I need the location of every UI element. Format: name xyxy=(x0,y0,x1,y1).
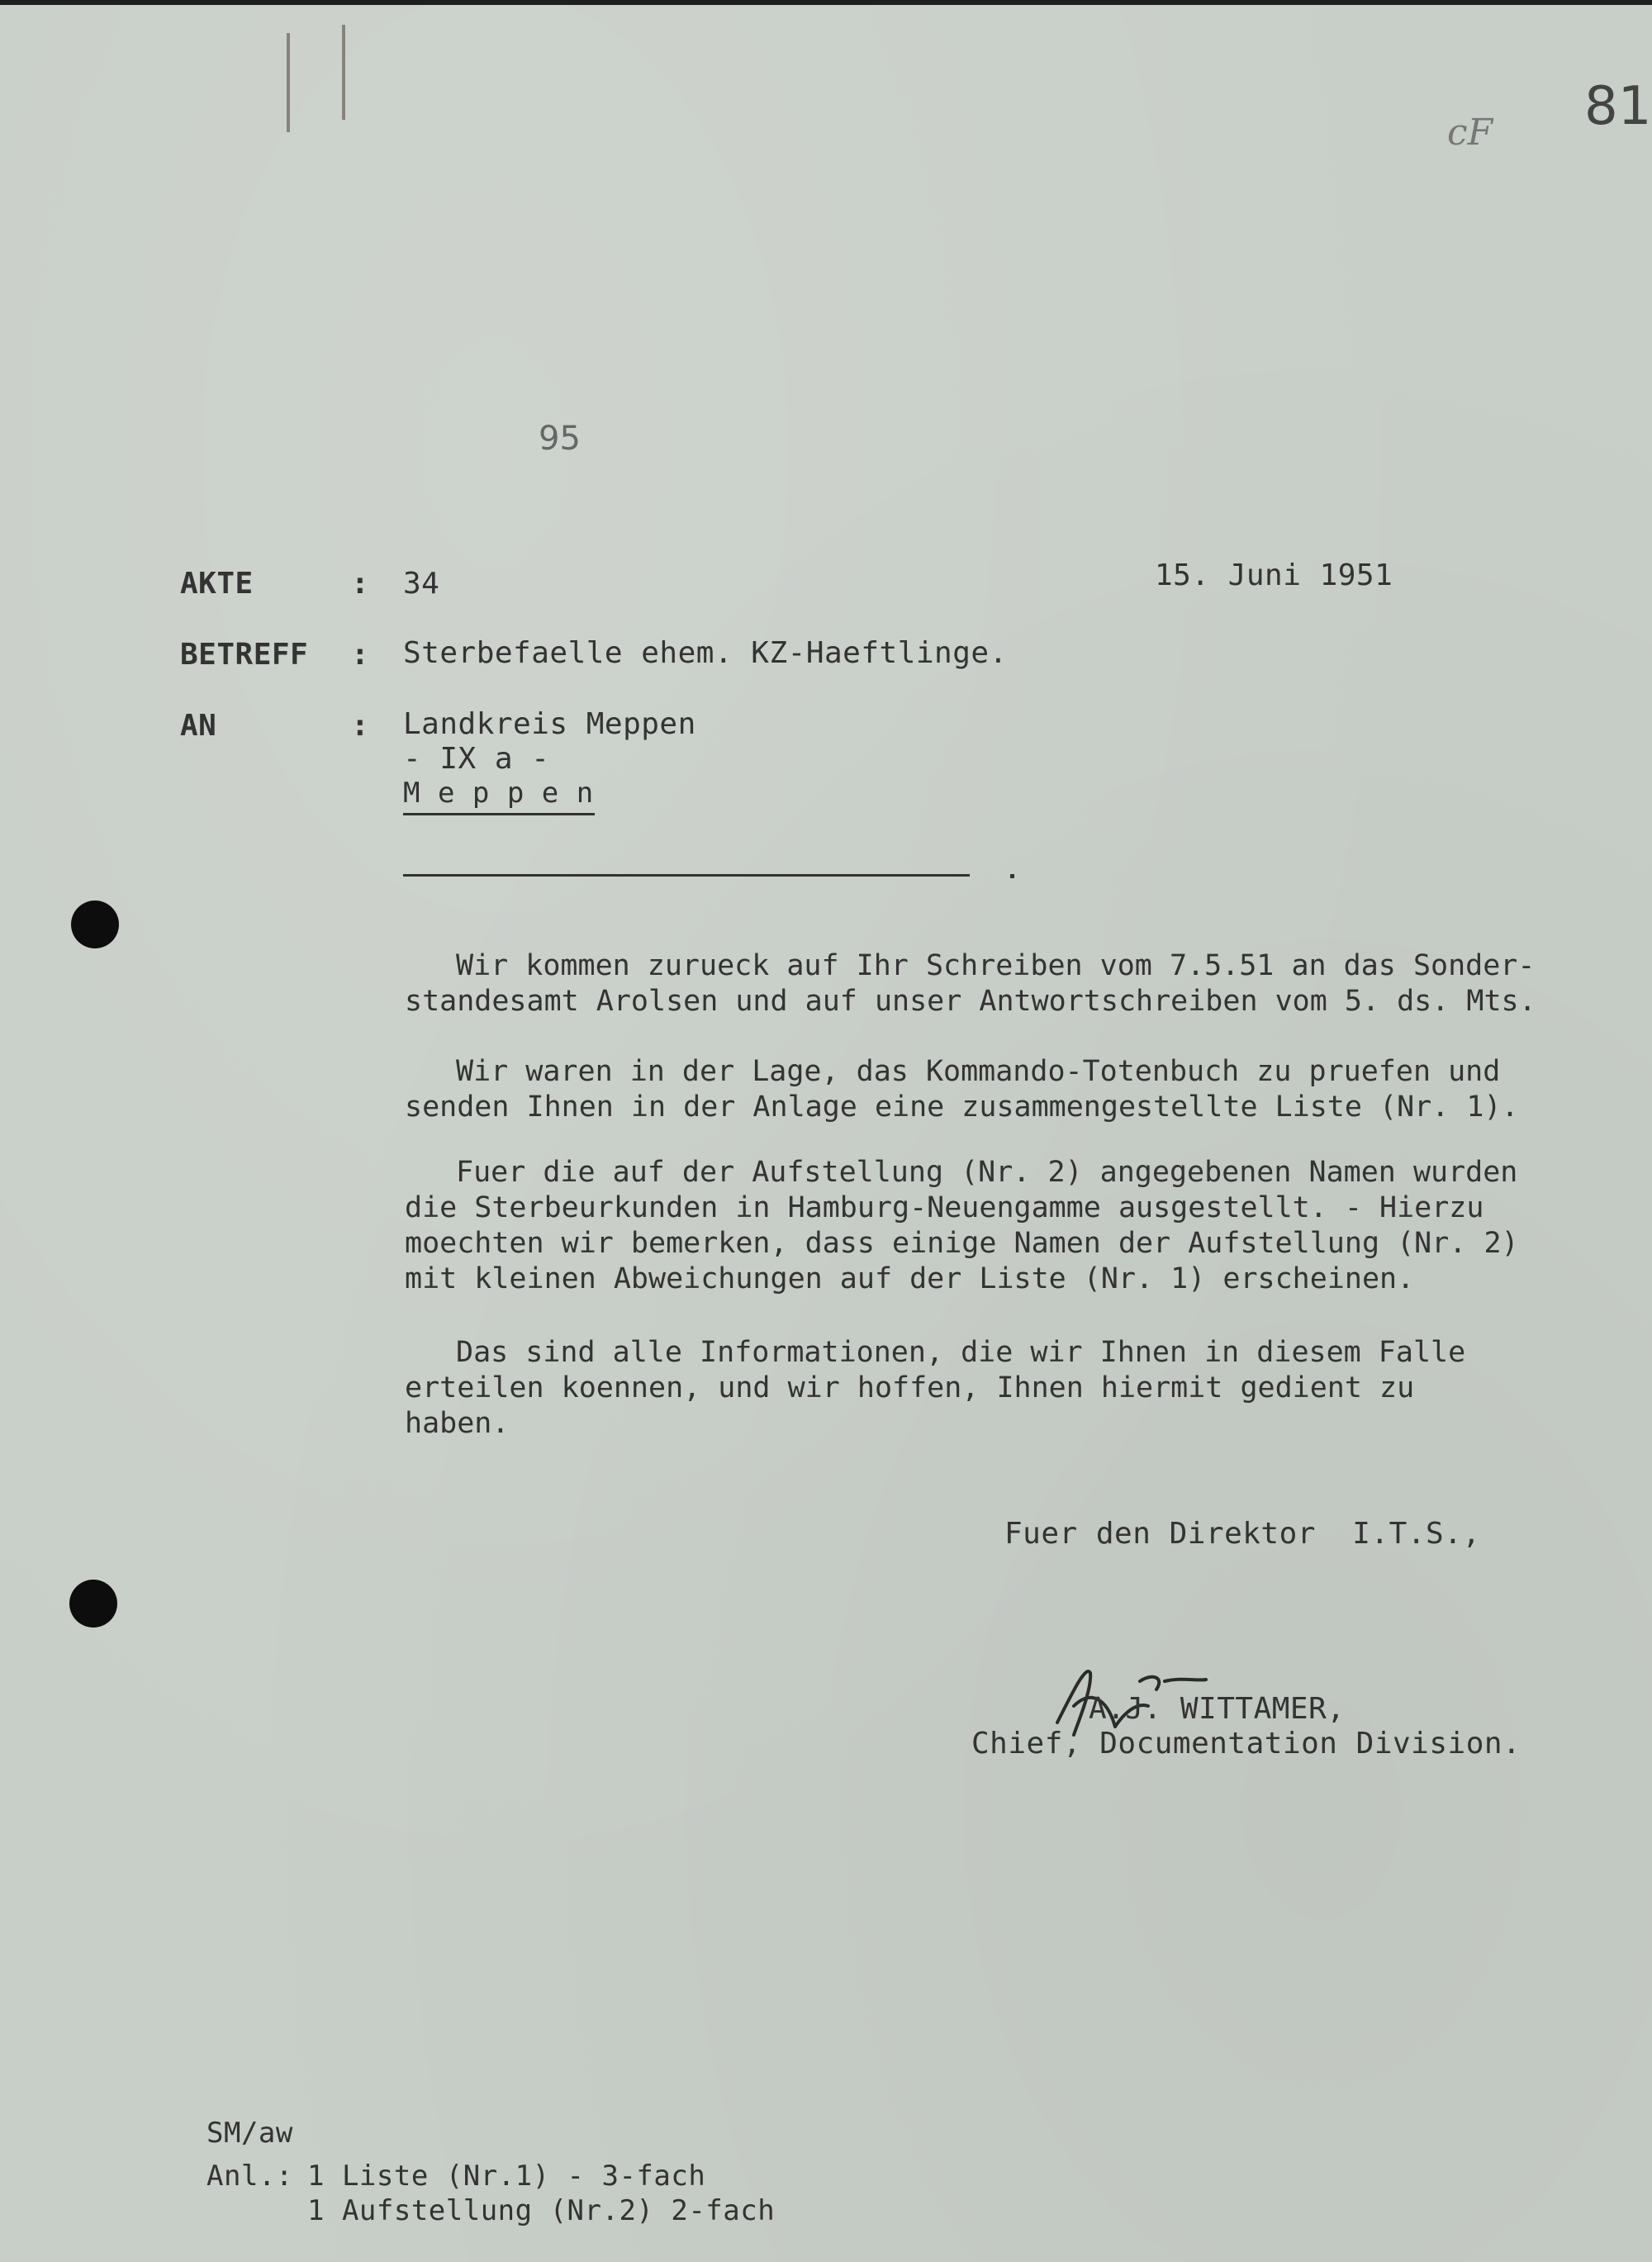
page-number: 95 xyxy=(539,420,581,458)
paragraph-1-line-2: standesamt Arolsen und auf unser Antwortschreiben vom 5. ds. Mts. xyxy=(405,985,1536,1018)
paragraph-2 xyxy=(405,1054,1545,1125)
paragraph-3-line-1: Fuer die auf der Aufstellung (Nr. 2) angegebenen Namen wurden xyxy=(456,1156,1518,1189)
recipient-line-2: - IX a - xyxy=(403,742,550,776)
enclosure-item-2: 1 Aufstellung (Nr.2) 2-fach xyxy=(307,2194,776,2227)
archive-number: 81 xyxy=(1584,76,1652,137)
paragraph-1 xyxy=(405,948,1545,1019)
reference-initials: SM/aw xyxy=(206,2117,293,2150)
paragraph-3 xyxy=(405,1155,1545,1297)
recipient-city-underline xyxy=(403,813,595,815)
an-label: AN xyxy=(180,709,217,743)
paragraph-3-line-4: mit kleinen Abweichungen auf der Liste (Nr. 1) erscheinen. xyxy=(405,1262,1415,1295)
paragraph-2-line-2: senden Ihnen in der Anlage eine zusammengestellte Liste (Nr. 1). xyxy=(405,1091,1519,1124)
initials-mark: cF xyxy=(1447,112,1493,154)
akte-value: 34 xyxy=(403,567,440,601)
akte-label: AKTE xyxy=(180,567,254,601)
an-colon: : xyxy=(351,709,370,743)
letter-date: 15. Juni 1951 xyxy=(1155,558,1393,592)
enclosure-item-1: 1 Liste (Nr.1) - 3-fach xyxy=(307,2160,706,2193)
punch-hole-upper xyxy=(71,901,119,948)
closing-for-director: Fuer den Direktor I.T.S., xyxy=(1004,1517,1481,1551)
paragraph-1-line-1: Wir kommen zurueck auf Ihr Schreiben vom 7.5.51 an das Sonder- xyxy=(456,949,1536,982)
paragraph-4-line-3: haben. xyxy=(405,1407,510,1440)
signer-title: Chief, Documentation Division. xyxy=(971,1727,1521,1761)
staple-mark-left xyxy=(287,33,290,132)
punch-hole-lower xyxy=(69,1580,117,1628)
paragraph-2-line-1: Wir waren in der Lage, das Kommando-Totenbuch zu pruefen und xyxy=(456,1055,1501,1088)
paragraph-3-line-3: moechten wir bemerken, dass einige Namen der Aufstellung (Nr. 2) xyxy=(405,1227,1519,1260)
enclosure-label: Anl.: xyxy=(206,2160,293,2193)
staple-mark-right xyxy=(342,25,345,120)
betreff-label: BETREFF xyxy=(180,638,309,672)
recipient-line-1: Landkreis Meppen xyxy=(403,707,696,741)
paragraph-3-line-2: die Sterbeurkunden in Hamburg-Neuengamme ausgestellt. - Hierzu xyxy=(405,1191,1484,1224)
paragraph-4-line-1: Das sind alle Informationen, die wir Ihnen in diesem Falle xyxy=(456,1336,1466,1369)
separator-dot xyxy=(1010,874,1014,878)
page-top-edge xyxy=(0,0,1652,5)
akte-colon: : xyxy=(351,567,370,601)
paragraph-4 xyxy=(405,1335,1545,1442)
paragraph-4-line-2: erteilen koennen, und wir hoffen, Ihnen hiermit gedient zu xyxy=(405,1371,1415,1404)
recipient-city: M e p p e n xyxy=(403,777,594,810)
betreff-value: Sterbefaelle ehem. KZ-Haeftlinge. xyxy=(403,636,1008,670)
betreff-colon: : xyxy=(351,638,370,672)
signer-name: A.J. WITTAMER, xyxy=(1089,1692,1346,1726)
header-separator-rule xyxy=(403,874,970,877)
